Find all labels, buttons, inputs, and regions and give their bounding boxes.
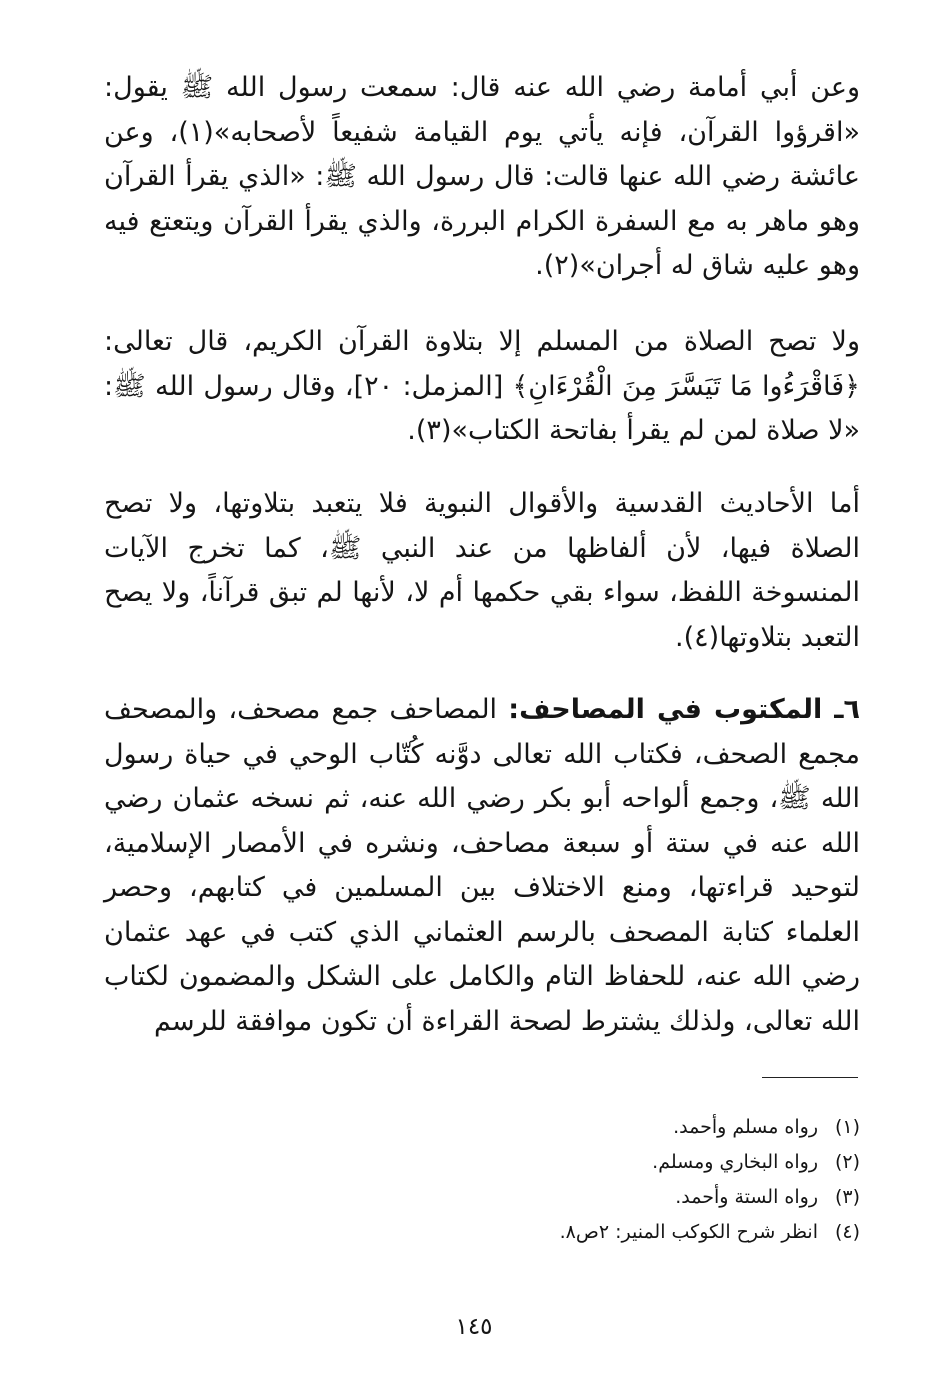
- footnote-text: رواه البخاري ومسلم.: [652, 1151, 818, 1173]
- footnotes-list: [300, 1110, 860, 1250]
- paragraph-written-in-mushaf: [104, 688, 860, 1044]
- paragraph-hadith-quran-recitation: وعن أبي أمامة رضي الله عنه قال: سمعت رسول الله ﷺ يقول: «اقرؤوا القرآن، فإنه يأتي يوم القيامة شفيعاً لأصحابه»(١)، وعن عائشة رضي الله عنها قالت: قال رسول الله ﷺ: «الذي يقرأ القرآن وهو ماهر به مع السفرة الكرام البررة، والذي يقرأ القرآن ويتعتع فيه وهو عليه شاق له أجران»(٢).: [104, 72, 860, 281]
- footnote-item: [300, 1145, 860, 1180]
- footnote-item: [300, 1180, 860, 1215]
- footnote-number: (٢): [834, 1151, 860, 1173]
- paragraph-qudsi-hadith: أما الأحاديث القدسية والأقوال النبوية فلا يتعبد بتلاوتها، ولا تصح الصلاة فيها، لأن ألفاظها من عند النبي ﷺ، كما تخرج الآيات المنسوخة اللفظ، سواء بقي حكمها أم لا، لأنها لم تبق قرآناً، ولا يصح التعبد بتلاوتها(٤).: [104, 488, 860, 653]
- footnote-item: [300, 1110, 860, 1145]
- footnote-separator: [762, 1077, 858, 1078]
- footnote-number: (٣): [834, 1186, 860, 1208]
- footnote-text: رواه الستة وأحمد.: [675, 1186, 818, 1208]
- footnote-text: انظر شرح الكوكب المنير: ٢ص٨.: [559, 1221, 818, 1243]
- footnote-text: رواه مسلم وأحمد.: [673, 1116, 818, 1138]
- page-number: ١٤٥: [455, 1314, 493, 1340]
- footnote-number: (١): [834, 1116, 860, 1138]
- footnote-number: (٤): [834, 1221, 860, 1243]
- section-heading: ٦ـ المكتوب في المصاحف:: [508, 694, 860, 725]
- paragraph-prayer-recitation: ولا تصح الصلاة من المسلم إلا بتلاوة القرآن الكريم، قال تعالى: ﴿فَاقْرَءُوا مَا تَيَسَّرَ مِنَ الْقُرْءَانِ﴾ [المزمل: ٢٠]، وقال رسول الله ﷺ: «لا صلاة لمن لم يقرأ بفاتحة الكتاب»(٣).: [104, 326, 861, 446]
- section-body-text: المصاحف جمع مصحف، والمصحف مجمع الصحف، فكتاب الله تعالى دوَّنه كُتّاب الوحي في حياة رسول الله ﷺ، وجمع ألواحه أبو بكر رضي الله عنه، ثم نسخه عثمان رضي الله عنه في ستة أو سبعة مصاحف، ونشره في الأمصار الإسلامية، لتوحيد قراءتها، ومنع الاختلاف بين المسلمين في كتابهم، وحصر العلماء كتابة المصحف بالرسم العثماني الذي كتب في عهد عثمان رضي الله عنه، للحفاظ التام والكامل على الشكل والمضمون لكتاب الله تعالى، ولذلك يشترط لصحة القراءة أن تكون موافقة للرسم: [104, 694, 860, 1037]
- footnote-item: [300, 1215, 860, 1250]
